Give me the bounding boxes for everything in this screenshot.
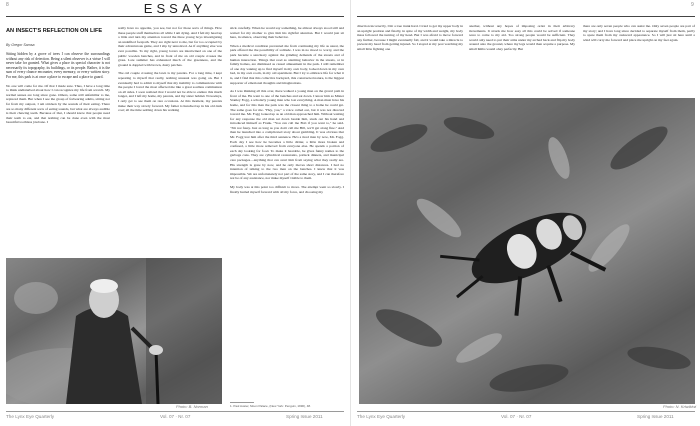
footer-issue: Spring Issue 2011 — [637, 414, 674, 419]
header-rule — [357, 16, 695, 17]
page-number: 8 — [6, 2, 9, 8]
header-rule — [6, 16, 344, 17]
photo-credit: Photo: N. Kriwikiwi — [663, 404, 697, 409]
footer-volume: Vol. 07 · Nr. 07 — [501, 414, 532, 419]
beetle-photo — [359, 98, 695, 404]
footer-issue: Spring Issue 2011 — [286, 414, 323, 419]
paragraph: there are only seven people who can assist me. Only seven people are part of my story; and I have long since decided to separate myself from them, partly to spare them from my awkward appearance. So I will just sit here until a wind will carry me forward and place me upright on my feet again. — [583, 24, 695, 42]
man-with-cane-photo — [6, 258, 222, 404]
paragraph: stick carefully. When he would say something, he almost always stood still and waited for my mother to give him his rightful attention. But I would just sit here, in silence, observing their behavior. — [230, 26, 344, 40]
paragraph: No one will come for me. Of that I made sure. Thus, I have a long time to think undisturbed about how I can recognize my life from scratch. My normal senses are long since gone. Others, some still unfamiliar to me, replaced them. But when I see the group of forbearing adults, sitting not far from my outpost, I am stricken by the sounds of their eating. There are so many different sorts of eating sounds, but what are always audible is their chewing teeth. Because of that, I should know that people need their teeth to eat, and that nothing can be done even with the most beautiful toothless jawbone. I — [6, 83, 110, 125]
paragraph: another, without any hopes of imposing order in their arbitrary movements. It struck me how easy all this could be solved if someone were to come to my aid. Too strong people would be sufficient. They would only need to put their arms under my arched back and flip my body around onto the ground, where my legs would then acquire a purpose. My small limbs would obey perfectly. But — [469, 24, 575, 51]
paragraph: really have no appetite, you see, but not for those sorts of things. How these people stuff themselves all while I am dying. And I felt my head up a little and turn my attention toward the three young boys investigating an undefiled footpath. They are right next to me, but far too occupied by their adventurous game, and I slip by unnoticed. As if anything else was ever possible. To my right, young lovers are intertwined on one of the public wooden benches, and in front of me an old couple crosses the grass. Late summer has exhausted much of the greenness, and the ground is dappled with brown, dusty patches. — [118, 26, 222, 67]
footnote-rule — [230, 402, 254, 403]
paragraph: direction incorrectly, I hit a tree trunk hard. I tried to get my upper body in an upright position and finally, in spite of my width and weight, my body mass followed the turning of my head. But I was afraid to move forward any further, because I might eventually fall, and it would take a miracle to prevent my head from getting injured. So I stayed at my post watching my small little fighting one — [357, 24, 463, 51]
footer-rule — [357, 411, 695, 412]
paragraph: When a medical condition prevented me from continuing my life as usual, the park offered me the possibility of solitude. I was in no mood to worry, and the park became a sanctuary against the grinding demands of the streets and of human interaction. Things that read as alarming behavior in the streets, or in family homes, are dismissed as casual amusement in the park. I still remember of one day waking up to find myself in my own body, locked down in my own bed, in my own room, in my old apartment. But I try to embrace life for what it is, and I find that this collective backyard, this constructed nature, is the biggest supporter of emotional thoughts and imaginations. — [230, 43, 344, 85]
photo-illustration — [359, 98, 695, 404]
paragraph: As I was thinking all this over, there walked a young man on the gravel path in front of me. He went to one of the benches and sat down. I know him as Mister Stanley Fogg, a scholarly young man who lost everything. A man must have his home, and for this man the park was the closest thing to a home he could get. The same goes for me. "Hey, you," a voice called out, but it was not directed toward me. Mr. Fogg looked up as an old man approached him. Without waiting for any response the old man sat down beside him, stuck out his hand and introduced himself as Frank. "You can call me Bob if you want to," he said. "I'm not fussy. Just as long as you don't call me Bill, we'll get along fine." And then he launched into a complicated story about gambling. It was obvious that Mr. Fogg lost him after the third sentence. He's a tired man by now, Mr. Fogg. Each day I see how he becomes a little dirtier, a little more broken and confused, a little more removed from everyone else. He spends a portion of each day looking for food. To make it bearable, he gives funny names to the garbage cans. They are cylindrical restaurants, potluck dinners, and municipal care packages—anything that can avert him from saying what they really are. His strength is gone by now, and he only moves short distances. I had no intention of talking to the two men on the benches. I knew that it was impossible. We are unfortunately not part of the same story, and I can therefore not be of any assistance, nor make myself visible to them. — [230, 89, 344, 181]
article-title: AN INSECT'S REFLECTION ON LIFE — [6, 28, 103, 34]
section-header: ESSAY — [143, 1, 207, 16]
right-column-3 — [583, 24, 695, 90]
page-number: 9 — [691, 2, 694, 8]
footer-rule — [6, 411, 344, 412]
lead-paragraph: Sitting hidden by a grove of trees I can observe the surroundings without any risk of detection. Being a silent observer is a virtue I will never take for granted. What gives a place its special character is not necessarily its topography, its buildings, or its people. Rather, it is the sum of every chance encounter, every memory, or every written story. For me, this park is at once a place to escape and a place to guard. — [6, 52, 110, 79]
right-page — [350, 0, 700, 426]
left-column-2 — [118, 26, 222, 254]
right-column-2 — [469, 24, 575, 90]
left-column-3 — [230, 26, 344, 400]
left-column-1 — [6, 52, 110, 254]
right-column-1 — [357, 24, 463, 90]
photo-illustration — [6, 258, 222, 404]
photo-credit: Photo: B. Norman — [176, 404, 208, 409]
footer-publication: The Lynx Eye Quarterly — [6, 414, 55, 419]
footnote: 1. Paul Auster, Moon Palace, (New York: Penguin, 1990), 48. — [230, 404, 311, 408]
footer-volume: Vol. 07 · Nr. 07 — [160, 414, 191, 419]
byline: By Gregor Samsa — [6, 43, 35, 47]
footer-publication: The Lynx Eye Quarterly — [357, 414, 406, 419]
paragraph: My body was at this point too difficult to move. The attempt went so slowly. I finally hurled myself forward with all my force, and choosing my — [230, 185, 344, 194]
paragraph: The old couple crossing the lawn is my parents. For a long time, I kept repeating to myself that really, nothing unusual was going on. But I eventually had to admit to myself that my inability to communicate with the people I loved the most affected me like a great soulless communion on all sides. I soon realized that I would not be able to endure this much longer, and I left my home, my parents, and my sister behind. Nowadays, I only get to see them on rare occasions. At this moment, my parents make their way slowly forward. My father is hunched up in his old dark coat; all the time settling down his walking — [118, 71, 222, 113]
